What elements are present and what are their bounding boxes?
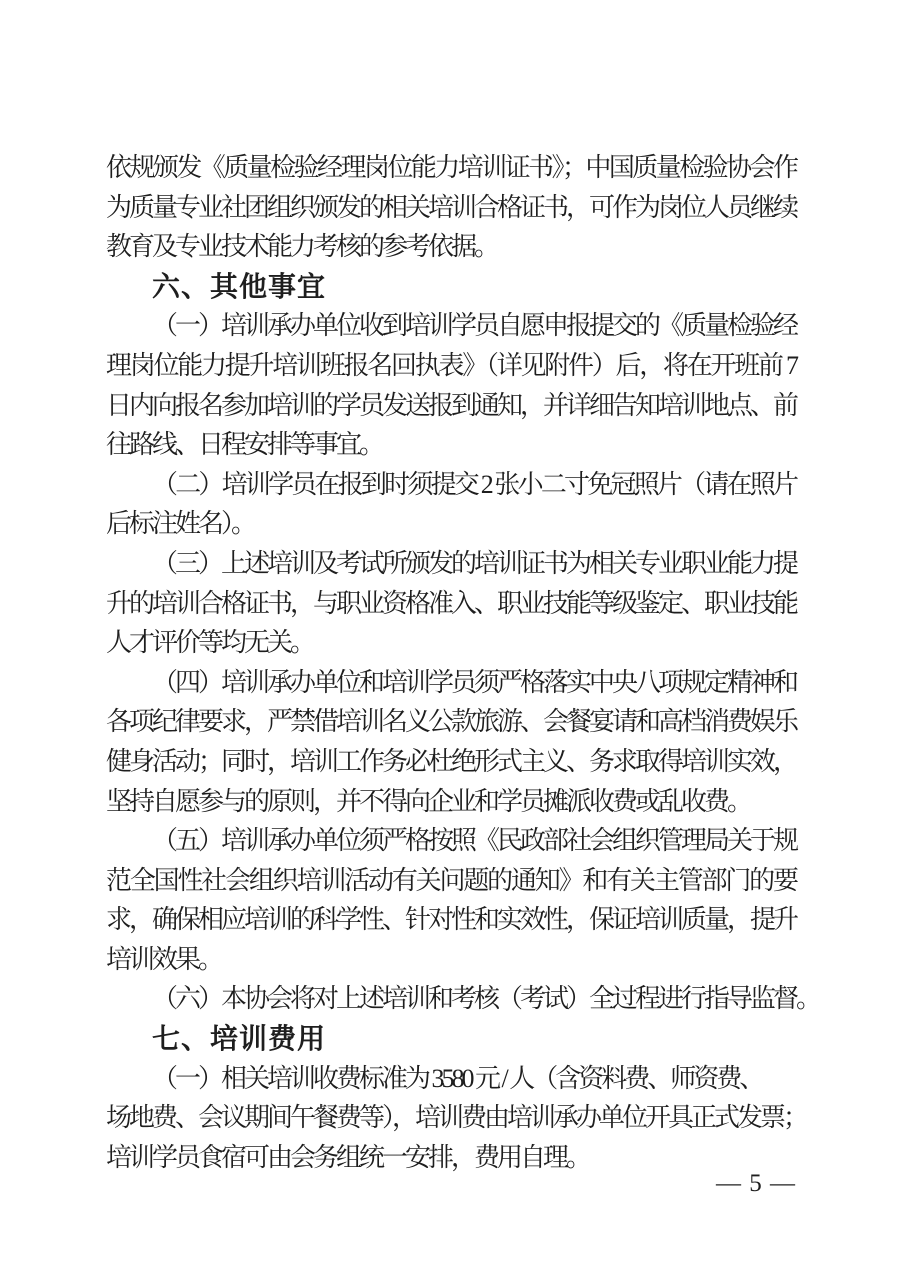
text-line: 教育及专业技术能力考核的参考依据。: [106, 232, 498, 262]
text-line: （一）培训承办单位收到培训学员自愿申报提交的《质量检验经: [152, 311, 797, 341]
text-line: （五）培训承办单位须严格按照《民政部社会组织管理局关于规: [152, 826, 797, 856]
heading-other-matters: 六、其他事宜: [152, 270, 327, 302]
text-line: 各项纪律要求，严禁借培训名义公款旅游、会餐宴请和高档消费娱乐: [106, 707, 797, 737]
text-line: 为质量专业社团组织颁发的相关培训合格证书，可作为岗位人员继续: [106, 192, 797, 222]
text-line: 求，确保相应培训的科学性、针对性和实效性，保证培训质量，提升: [106, 905, 797, 935]
text-line: 依规颁发《质量检验经理岗位能力培训证书》；中国质量检验协会作: [106, 153, 796, 182]
text-line: 场地费、会议期间午餐费等），培训费由培训承办单位开具正式发票；: [106, 1103, 807, 1133]
text-line: 健身活动；同时，培训工作务必杜绝形式主义、务求取得培训实效，: [106, 746, 797, 776]
text-line: （三）上述培训及考试所颁发的培训证书为相关专业职业能力提: [152, 548, 797, 578]
text-line: 坚持自愿参与的原则，并不得向企业和学员摊派收费或乱收费。: [106, 786, 751, 816]
text-line: 理岗位能力提升培训班报名回执表》（详见附件）后，将在开班前 7: [106, 350, 796, 380]
text-line: 日内向报名参加培训的学员发送报到通知，并详细告知培训地点、前: [106, 390, 797, 420]
document-body: [106, 148, 820, 1177]
text-line: （一）相关培训收费标准为 3580 元 / 人（含资料费、师资费、: [152, 1063, 763, 1093]
text-line: （二）培训学员在报到时须提交 2 张小二寸免冠照片（请在照片: [152, 469, 796, 499]
text-line: （四）培训承办单位和培训学员须严格落实中央八项规定精神和: [152, 667, 797, 697]
page-number: — 5 —: [716, 1170, 796, 1197]
text-line: 后标注姓名）。: [106, 509, 255, 539]
text-line: 升的培训合格证书，与职业资格准入、职业技能等级鉴定、职业技能: [106, 588, 797, 618]
text-line: 培训效果。: [106, 944, 222, 974]
text-line: 范全国性社会组织培训活动有关问题的通知》和有关主管部门的要: [106, 865, 796, 895]
text-line: 培训学员食宿可由会务组统一安排，费用自理。: [106, 1142, 590, 1172]
text-line: 往路线、日程安排等事宜。: [106, 430, 383, 460]
text-line: （六）本协会将对上述培训和考核（考试）全过程进行指导监督。: [152, 984, 820, 1014]
text-line: 人才评价等均无关。: [106, 628, 314, 658]
heading-training-fees: 七、培训费用: [152, 1023, 327, 1055]
